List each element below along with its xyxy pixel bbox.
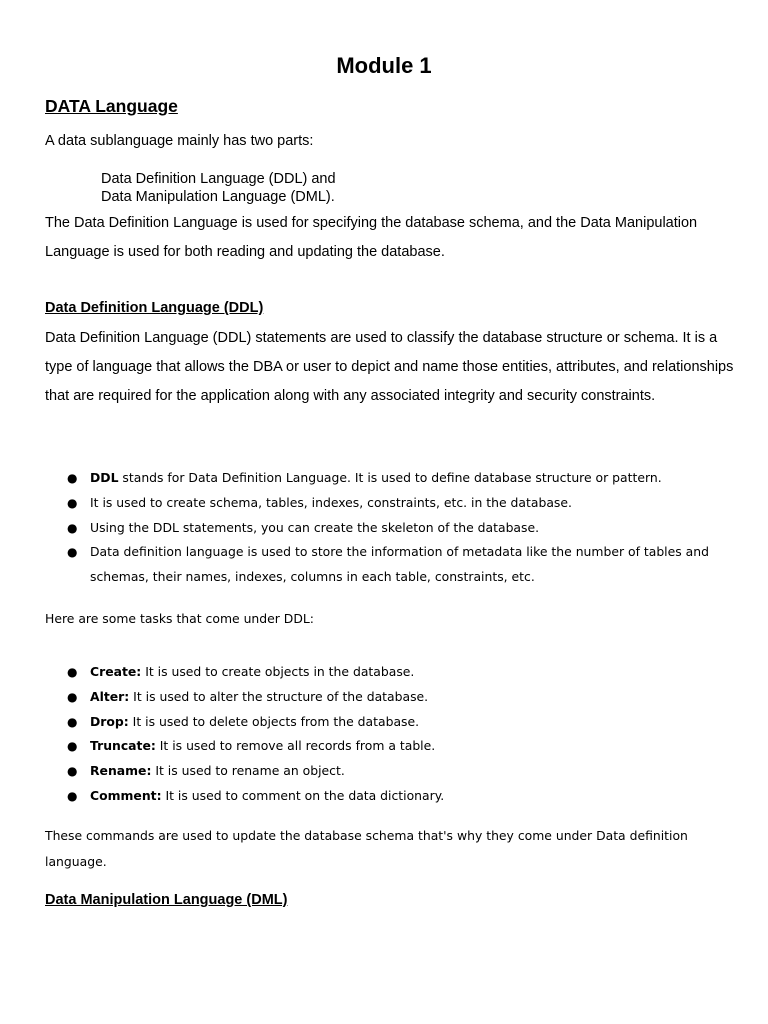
intro-text: A data sublanguage mainly has two parts: bbox=[45, 133, 314, 149]
list-item bbox=[45, 710, 735, 735]
task-text: It is used to alter the structure of the database. bbox=[129, 688, 429, 704]
list-item bbox=[45, 784, 735, 809]
task-name: Comment: bbox=[90, 787, 162, 803]
task-name: Rename: bbox=[90, 763, 152, 779]
list-item bbox=[45, 466, 735, 491]
list-item bbox=[45, 540, 735, 590]
list-item bbox=[45, 759, 735, 784]
ddl-task-list bbox=[45, 660, 735, 809]
data-language-paragraph: The Data Definition Language is used for specifying the database schema, and the Data Manipulation Language is used for both reading and updating the database. bbox=[45, 215, 698, 260]
task-text: It is used to remove all records from a table. bbox=[155, 738, 436, 754]
bullet-icon: ● bbox=[67, 665, 78, 679]
task-name: Alter: bbox=[90, 688, 130, 704]
bullet-icon: ● bbox=[67, 689, 78, 704]
tasks-intro: Here are some tasks that come under DDL: bbox=[45, 611, 314, 626]
page-title: Module 1 bbox=[336, 53, 432, 78]
list-item bbox=[45, 685, 735, 710]
list-item bbox=[45, 734, 735, 759]
task-name: Drop: bbox=[90, 713, 129, 729]
bullet-icon: ● bbox=[67, 545, 78, 560]
bullet-bold: DDL bbox=[90, 470, 119, 485]
list-item bbox=[45, 491, 735, 516]
section-heading-data-language: DATA Language bbox=[45, 96, 178, 116]
bullet-text: Using the DDL statements, you can create the skeleton of the database. bbox=[90, 519, 540, 535]
task-text: It is used to delete objects from the database. bbox=[128, 713, 420, 729]
section-heading-dml: Data Manipulation Language (DML) bbox=[45, 892, 288, 908]
bullet-text: It is used to create schema, tables, indexes, constraints, etc. in the database. bbox=[90, 494, 572, 510]
task-name: Create: bbox=[90, 664, 142, 679]
list-item bbox=[45, 516, 735, 541]
task-text: It is used to rename an object. bbox=[151, 763, 345, 779]
ddl-bullet-list bbox=[45, 466, 735, 590]
list-item bbox=[45, 660, 735, 685]
part-dml: Data Manipulation Language (DML). bbox=[101, 189, 335, 205]
ddl-paragraph: Data Definition Language (DDL) statements are used to classify the database structure or schema. It is a type of language that allows the DBA or user to depict and name those entities, attributes, and relationships that are required for the application along with any associated integrity and security constraints. bbox=[45, 330, 734, 404]
task-text: It is used to comment on the data dictionary. bbox=[161, 787, 445, 803]
ddl-closing-paragraph: These commands are used to update the database schema that's why they come under Data definition language. bbox=[45, 828, 688, 869]
bullet-icon: ● bbox=[67, 495, 78, 510]
bullet-text: stands for Data Definition Language. It is used to define database structure or pattern. bbox=[118, 470, 662, 485]
bullet-icon: ● bbox=[67, 714, 78, 729]
bullet-icon: ● bbox=[67, 764, 78, 779]
bullet-icon: ● bbox=[67, 739, 78, 754]
bullet-icon: ● bbox=[67, 520, 78, 535]
task-text: It is used to create objects in the database. bbox=[141, 664, 415, 679]
part-ddl: Data Definition Language (DDL) and bbox=[101, 171, 336, 187]
bullet-text: Data definition language is used to store the information of metadata like the number of tables and schemas, their names, indexes, columns in each table, constraints, etc. bbox=[90, 544, 709, 585]
task-name: Truncate: bbox=[90, 738, 156, 754]
section-heading-ddl: Data Definition Language (DDL) bbox=[45, 300, 264, 316]
bullet-icon: ● bbox=[67, 788, 78, 803]
bullet-icon: ● bbox=[67, 471, 78, 485]
